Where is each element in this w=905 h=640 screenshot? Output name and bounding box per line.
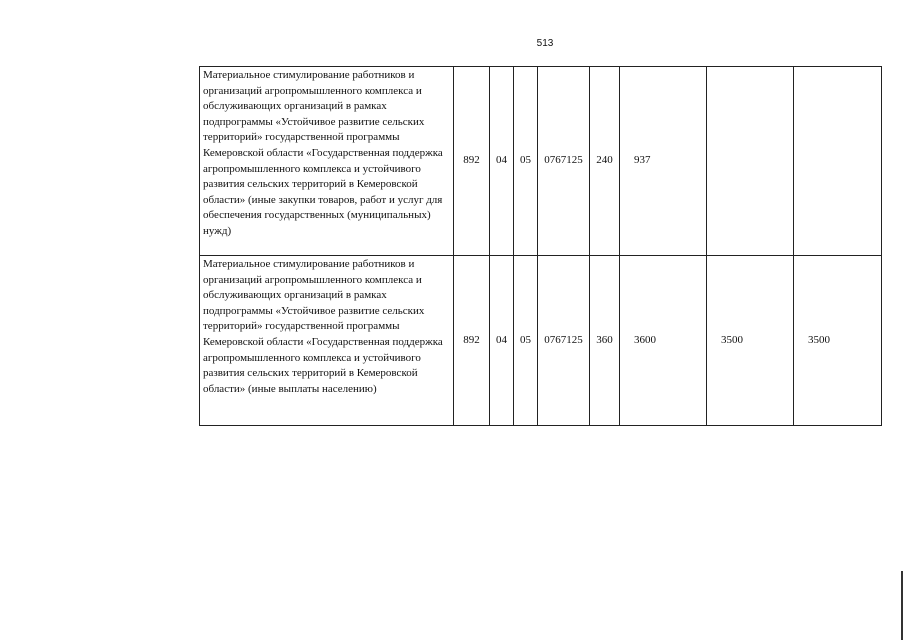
page-number: 513	[536, 38, 554, 49]
target-article-code: 0767125	[538, 67, 590, 256]
subsection-code: 05	[514, 67, 538, 256]
ministry-code: 892	[454, 256, 490, 426]
amount-year-1: 937	[620, 67, 707, 256]
ministry-code: 892	[454, 67, 490, 256]
amount-year-3	[794, 67, 882, 256]
amount-year-2	[707, 67, 794, 256]
table-row	[200, 67, 882, 256]
row-description: Материальное стимулирование работников и организаций агропромышленного комплекса и обслуживающих организаций в рамках подпрограммы «Устойчивое развитие сельских территорий» государственной программы Кемеровской области «Государственная поддержка агропромышленного комплекса и устойчивого развития сельских территорий в Кемеровской области» (иные закупки товаров, работ и услуг для обеспечения государственных (муниципальных) нужд)	[200, 67, 454, 256]
amount-year-2: 3500	[707, 256, 794, 426]
section-code: 04	[490, 256, 514, 426]
section-code: 04	[490, 67, 514, 256]
subsection-code: 05	[514, 256, 538, 426]
row-description: Материальное стимулирование работников и организаций агропромышленного комплекса и обслуживающих организаций в рамках подпрограммы «Устойчивое развитие сельских территорий» государственной программы Кемеровской области «Государственная поддержка агропромышленного комплекса и устойчивого развития сельских территорий в Кемеровской области» (иные выплаты населению)	[200, 256, 454, 426]
table-row	[200, 256, 882, 426]
expense-type-code: 360	[590, 256, 620, 426]
amount-year-3: 3500	[794, 256, 882, 426]
target-article-code: 0767125	[538, 256, 590, 426]
expense-type-code: 240	[590, 67, 620, 256]
amount-year-1: 3600	[620, 256, 707, 426]
scan-edge-mark	[901, 571, 903, 640]
budget-table	[199, 66, 882, 426]
